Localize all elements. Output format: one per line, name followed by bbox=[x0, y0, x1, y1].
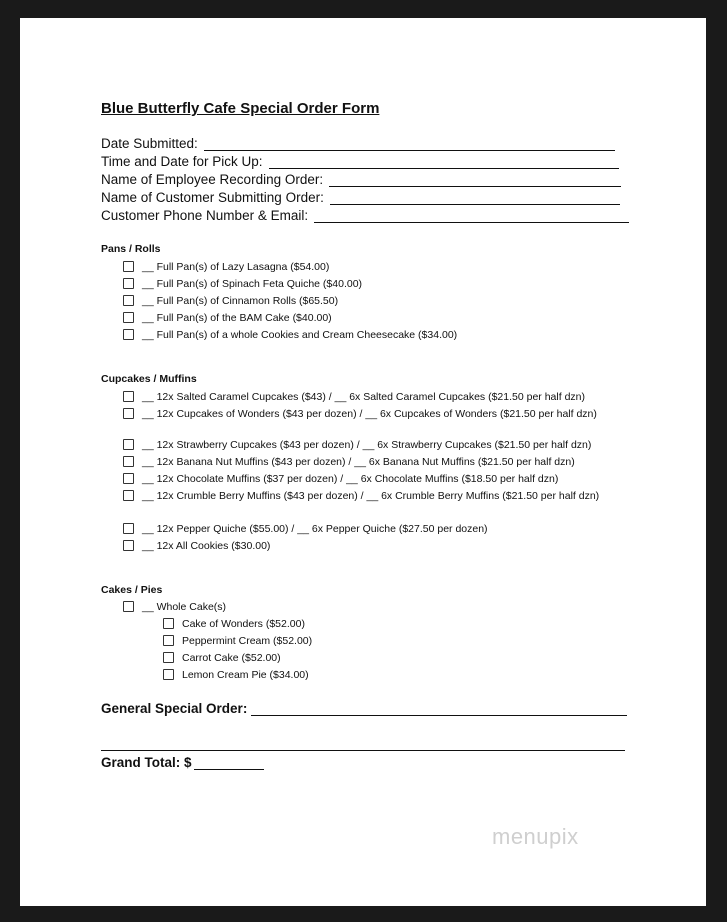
field-line bbox=[269, 156, 619, 169]
field-label: Name of Employee Recording Order: bbox=[101, 172, 324, 187]
checkbox[interactable] bbox=[163, 635, 174, 646]
cake-option[interactable]: Lemon Cream Pie ($34.00) bbox=[163, 667, 482, 683]
cakes-heading: Cakes / Pies bbox=[101, 584, 163, 596]
field-line bbox=[204, 138, 615, 151]
checkbox[interactable] bbox=[123, 408, 134, 419]
field-line bbox=[251, 703, 627, 716]
cupcake-item[interactable]: __ 12x Chocolate Muffins ($37 per dozen) / __ 6x Chocolate Muffins ($18.50 per half dzn) bbox=[123, 471, 617, 487]
cupcake-item[interactable]: __ 12x Cupcakes of Wonders ($43 per dozen) / __ 6x Cupcakes of Wonders ($21.50 per half dzn) bbox=[123, 406, 617, 422]
general-order-extra-line[interactable] bbox=[101, 750, 625, 751]
field-label: Name of Customer Submitting Order: bbox=[101, 190, 324, 205]
checkbox[interactable] bbox=[163, 652, 174, 663]
order-form-page bbox=[20, 18, 706, 906]
customer-name-field[interactable] bbox=[101, 190, 620, 205]
cupcakes-heading: Cupcakes / Muffins bbox=[101, 373, 197, 385]
cupcake-item[interactable]: __ 12x All Cookies ($30.00) bbox=[123, 538, 617, 554]
pan-item[interactable]: __ Full Pan(s) of a whole Cookies and Cream Cheesecake ($34.00) bbox=[123, 327, 617, 343]
grand-total-label: Grand Total: $ bbox=[101, 755, 192, 770]
checkbox[interactable] bbox=[123, 490, 134, 501]
field-label: Customer Phone Number & Email: bbox=[101, 208, 309, 223]
checkbox[interactable] bbox=[163, 618, 174, 629]
form-title: Blue Butterfly Cafe Special Order Form bbox=[101, 100, 380, 117]
cupcake-item[interactable]: __ 12x Pepper Quiche ($55.00) / __ 6x Pepper Quiche ($27.50 per dozen) bbox=[123, 521, 617, 537]
general-special-order-field[interactable] bbox=[101, 701, 627, 716]
cupcake-item[interactable]: __ 12x Crumble Berry Muffins ($43 per dozen) / __ 6x Crumble Berry Muffins ($21.50 per half dzn) bbox=[123, 488, 617, 504]
field-line bbox=[330, 192, 620, 205]
grand-total-field[interactable] bbox=[101, 755, 264, 770]
date-submitted-field[interactable] bbox=[101, 136, 615, 151]
pickup-time-field[interactable] bbox=[101, 154, 619, 169]
checkbox[interactable] bbox=[123, 261, 134, 272]
employee-name-field[interactable] bbox=[101, 172, 621, 187]
checkbox[interactable] bbox=[123, 456, 134, 467]
general-label: General Special Order: bbox=[101, 701, 248, 716]
cake-option[interactable]: Carrot Cake ($52.00) bbox=[163, 650, 482, 666]
checkbox[interactable] bbox=[163, 669, 174, 680]
checkbox[interactable] bbox=[123, 278, 134, 289]
pan-item[interactable]: __ Full Pan(s) of Cinnamon Rolls ($65.50) bbox=[123, 293, 617, 309]
checkbox[interactable] bbox=[123, 439, 134, 450]
cupcake-item[interactable]: __ 12x Strawberry Cupcakes ($43 per dozen) / __ 6x Strawberry Cupcakes ($21.50 per half dzn) bbox=[123, 437, 617, 453]
checkbox[interactable] bbox=[123, 601, 134, 612]
whole-cake-item[interactable]: __ Whole Cake(s) bbox=[123, 599, 617, 615]
cupcake-item[interactable]: __ 12x Salted Caramel Cupcakes ($43) / __ 6x Salted Caramel Cupcakes ($21.50 per half dzn) bbox=[123, 389, 617, 405]
field-line bbox=[314, 210, 629, 223]
checkbox[interactable] bbox=[123, 312, 134, 323]
checkbox[interactable] bbox=[123, 391, 134, 402]
field-line bbox=[194, 757, 264, 770]
cake-option[interactable]: Peppermint Cream ($52.00) bbox=[163, 633, 482, 649]
checkbox[interactable] bbox=[123, 295, 134, 306]
checkbox[interactable] bbox=[123, 329, 134, 340]
pan-item[interactable]: __ Full Pan(s) of the BAM Cake ($40.00) bbox=[123, 310, 617, 326]
watermark: menupix bbox=[492, 824, 579, 849]
field-line bbox=[329, 174, 621, 187]
cupcake-item[interactable]: __ 12x Banana Nut Muffins ($43 per dozen) / __ 6x Banana Nut Muffins ($21.50 per half dzn) bbox=[123, 454, 617, 470]
pan-item[interactable]: __ Full Pan(s) of Lazy Lasagna ($54.00) bbox=[123, 259, 617, 275]
checkbox[interactable] bbox=[123, 540, 134, 551]
customer-contact-field[interactable] bbox=[101, 208, 629, 223]
field-label: Time and Date for Pick Up: bbox=[101, 154, 263, 169]
field-label: Date Submitted: bbox=[101, 136, 198, 151]
checkbox[interactable] bbox=[123, 473, 134, 484]
pans-heading: Pans / Rolls bbox=[101, 243, 161, 255]
pan-item[interactable]: __ Full Pan(s) of Spinach Feta Quiche ($40.00) bbox=[123, 276, 617, 292]
checkbox[interactable] bbox=[123, 523, 134, 534]
cake-option[interactable]: Cake of Wonders ($52.00) bbox=[163, 616, 482, 632]
